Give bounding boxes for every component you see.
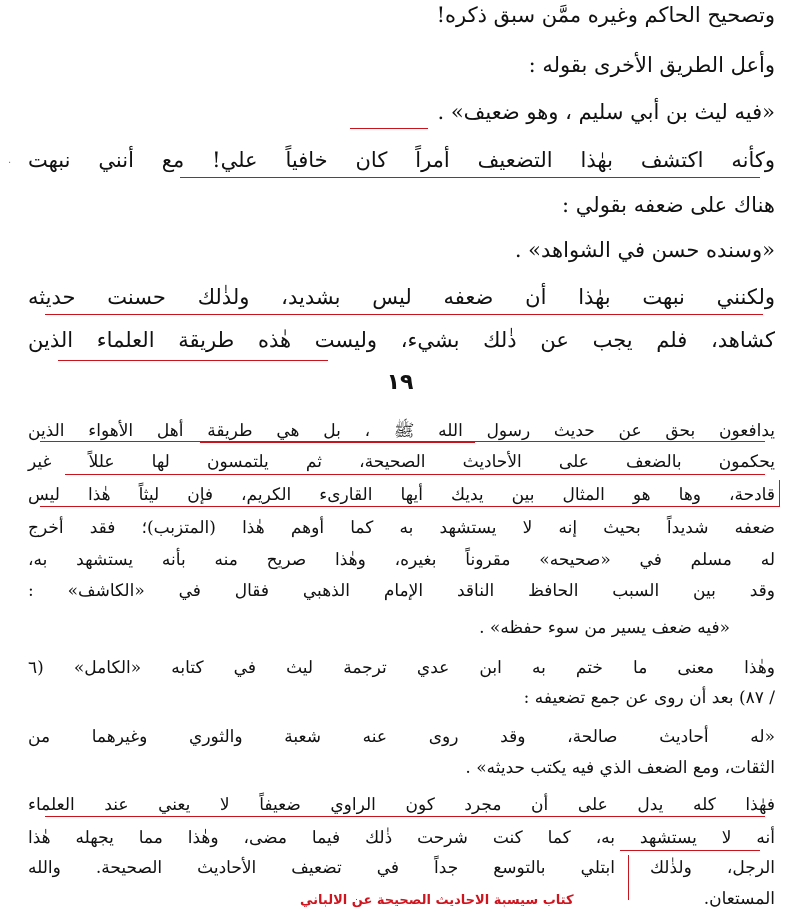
body-line-12: المستعان. <box>703 889 775 909</box>
quote-line-1: «فيه ليث بن أبي سليم ، وهو ضعيف» . <box>437 100 775 124</box>
text-line-3: وكأنه اكتشف بهٰذا التضعيف أمراً كان خافياً علي! مع أنني نبهت <box>28 148 775 172</box>
page-number: ١٩ <box>386 370 414 395</box>
body-quote-1: «فيه ضعف يسير من سوء حفظه» . <box>479 618 730 638</box>
body-line-9: فهٰذا كله يدل على أن مجرد كون الراوي ضعيفاً لا يعني عند العلماء <box>28 795 775 815</box>
margin-dot: · <box>8 158 12 169</box>
text-line-5: ولكنني نبهت بهٰذا أن ضعفه ليس بشديد، ولذٰلك حسنت حديثه <box>28 285 775 309</box>
text-line-2: وأعل الطريق الأخرى بقوله : <box>528 53 775 77</box>
underline-mark <box>45 314 763 315</box>
body-line-11: الرجل، ولذٰلك ابتلي بالتوسع جداً في تضعيف الأحاديث الصحيحة. والله <box>28 858 775 878</box>
margin-mark <box>779 480 780 506</box>
body-line-8: / ٨٧) بعد أن روى عن جمع تضعيفه : <box>523 688 775 708</box>
body-line-6: وقد بين السبب الحافظ الناقد الإمام الذهبي فقال في «الكاشف» : <box>28 581 775 601</box>
underline-mark <box>65 474 765 475</box>
quote-line-2: «وسنده حسن في الشواهد» . <box>514 238 775 262</box>
body-quote-2: «له أحاديث صالحة، وقد روى عنه شعبة والثوري وغيرهما من <box>28 727 775 747</box>
body-line-5: له مسلم في «صحيحه» مقروناً بغيره، وهٰذا صريح منه بأنه يستشهد به، <box>28 550 775 570</box>
body-line-1: يدافعون بحق عن حديث رسول الله ﷺ ، بل هي طريقة أهل الأهواء الذين <box>28 421 775 441</box>
body-line-4: ضعفه شديداً بحيث إنه لا يستشهد به كما أوهم هٰذا (المتزبب)؛ فقد أخرج <box>28 518 775 538</box>
underline-mark <box>40 506 780 507</box>
underline-mark <box>180 177 760 178</box>
underline-mark <box>40 441 765 442</box>
body-line-2: يحكمون بالضعف على الأحاديث الصحيحة، ثم يلتمسون لها عللاً غير <box>28 452 775 472</box>
text-line-4: هناك على ضعفه بقولي : <box>562 193 775 217</box>
text-line-1: وتصحيح الحاكم وغيره ممَّن سبق ذكره! <box>436 3 775 27</box>
body-line-3: قادحة، وها هو المثال بين يديك أيها القارىء الكريم، فإن ليثاً هٰذا ليس <box>28 485 775 505</box>
margin-mark <box>628 855 629 900</box>
underline-mark <box>200 442 475 443</box>
underline-mark <box>58 360 328 361</box>
body-quote-3: الثقات، ومع الضعف الذي فيه يكتب حديثه» . <box>465 758 775 778</box>
source-caption: كتاب سيسبة الاحاديث الصحيحة عن الالباني <box>300 893 574 908</box>
body-line-7: وهٰذا معنى ما ختم به ابن عدي ترجمة ليث في كتابه «الكامل» (٦ <box>28 658 775 678</box>
underline-mark <box>350 128 428 129</box>
text-line-6: كشاهد، فلم يجب عن ذٰلك بشيء، وليست هٰذه طريقة العلماء الذين <box>28 328 775 352</box>
underline-mark <box>45 816 765 817</box>
body-line-10: أنه لا يستشهد به، كما كنت شرحت ذٰلك فيما مضى، وهٰذا مما يجهله هٰذا <box>28 828 775 848</box>
underline-mark <box>620 850 760 851</box>
